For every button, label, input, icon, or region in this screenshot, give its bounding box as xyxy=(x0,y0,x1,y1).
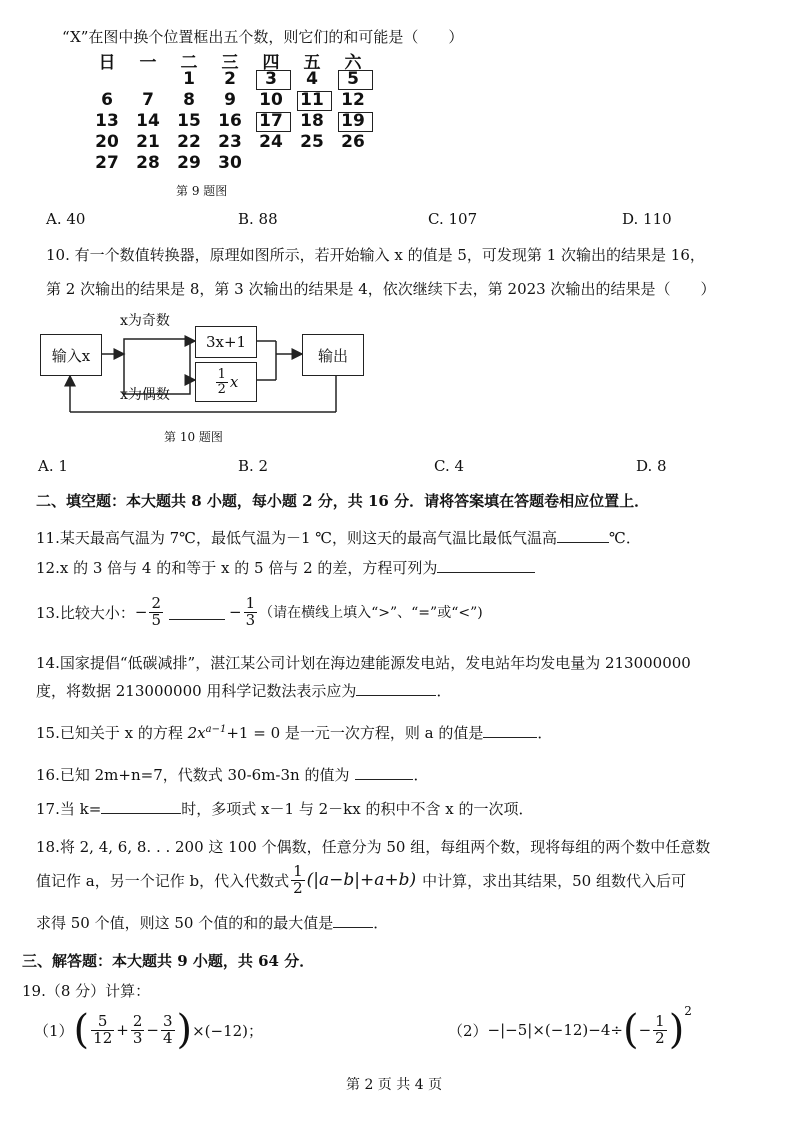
weekday-header: 四 xyxy=(262,53,280,73)
calendar-day: 3 xyxy=(265,69,277,89)
q16 xyxy=(36,764,428,785)
q11-unit: ℃． xyxy=(609,529,641,547)
q10-option-a: A. 1 xyxy=(38,457,68,475)
q14 xyxy=(36,680,451,701)
section-3-heading: 三、解答题：本大题共 9 小题，共 64 分． xyxy=(22,952,315,970)
calendar-day: 28 xyxy=(136,153,160,173)
q13: 13.比较大小： − $\frac{2}{5}$ − $\frac{1}{3}$ （请在横线上填入“>”、“=”或“<”) xyxy=(36,593,483,629)
q11-answer-blank[interactable] xyxy=(557,528,609,543)
calendar-day: 14 xyxy=(136,111,160,131)
q19-p1-den1: 12 xyxy=(93,1028,113,1047)
q18-answer-blank[interactable] xyxy=(333,913,373,928)
q18-expression: (|a−b|+a+b) xyxy=(306,870,417,890)
even-op-denominator: 2 xyxy=(217,381,226,397)
q19-p1-num2: 2 xyxy=(132,1011,143,1030)
q15-expression: 2x xyxy=(187,724,206,742)
x-frame-cell xyxy=(256,112,291,132)
odd-label: x为奇数 xyxy=(120,313,170,329)
calendar-day: 13 xyxy=(95,111,119,131)
q16-end: ． xyxy=(413,766,429,784)
calendar-day: 11 xyxy=(300,90,324,110)
q19-part2: （2） −|−5|×(−12)−4÷ ( − $\frac{1}{2}$ ) $^2$ xyxy=(448,1004,692,1053)
q9-option-d: D. 110 xyxy=(622,210,672,228)
calendar-day: 15 xyxy=(177,111,201,131)
calendar-day: 4 xyxy=(306,69,318,89)
q15-exponent: a−1 xyxy=(205,724,227,735)
calendar-day: 30 xyxy=(218,153,242,173)
q19-p2-den: 2 xyxy=(655,1028,665,1047)
q18-line2 xyxy=(36,858,686,902)
q13-answer-blank[interactable] xyxy=(169,605,225,620)
q19-p1-den2: 3 xyxy=(132,1028,143,1047)
q11-text: 11.某天最高气温为 7℃，最低气温为－1 ℃，则这天的最高气温比最低气温高 xyxy=(36,529,558,547)
q14-line2: 度，将数据 213000000 用科学记数法表示应为 xyxy=(36,682,357,700)
q18-line3-wrap xyxy=(36,912,388,933)
calendar-day: 16 xyxy=(218,111,242,131)
q15-end: ． xyxy=(537,724,553,742)
calendar-day: 27 xyxy=(95,153,119,173)
q15-answer-blank[interactable] xyxy=(483,723,537,738)
weekday-header: 五 xyxy=(303,53,321,73)
q19-part1-label: （1） xyxy=(34,1021,74,1040)
weekday-header: 一 xyxy=(139,53,157,73)
q16-answer-blank[interactable] xyxy=(355,765,413,780)
q18-line1: 18.将 2, 4, 6, 8. . . 200 这 100 个偶数，任意分为 50 组，每组两个数，现将每组的两个数中任意数 xyxy=(36,838,711,856)
calendar-day: 2 xyxy=(224,69,236,89)
q18-line2b: 中计算，求出其结果，50 组数代入后可 xyxy=(422,871,686,890)
q14-end: ． xyxy=(436,682,452,700)
calendar-day: 17 xyxy=(259,111,283,131)
q13-b-numerator: 1 xyxy=(245,593,256,612)
q15-rest: +1 = 0 是一元一次方程，则 a 的值是 xyxy=(226,724,484,742)
even-operation-box xyxy=(195,362,257,402)
q13-a-denominator: 5 xyxy=(151,610,161,629)
calendar-day: 18 xyxy=(300,111,324,131)
q17-answer-blank[interactable] xyxy=(101,799,181,814)
q10-option-b: B. 2 xyxy=(238,457,269,475)
q9-option-a: A. 40 xyxy=(46,210,86,228)
q19-part1: （1） ( $\frac{5}{12}$ + $\frac{2}{3}$ − $\frac{3}{4}$ ) ×(−12)； xyxy=(34,1007,264,1053)
x-frame-cell xyxy=(297,91,332,111)
calendar-day: 26 xyxy=(341,132,365,152)
q19-title: 19.（8 分）计算： xyxy=(22,982,151,1000)
q10-option-c: C. 4 xyxy=(434,457,465,475)
q18-end: ． xyxy=(373,914,389,932)
q17-prefix: 17.当 k= xyxy=(36,800,102,818)
q18-line3: 求得 50 个值，则这 50 个值的和的最大值是 xyxy=(36,914,334,932)
weekday-header: 三 xyxy=(221,53,239,73)
q13-prefix: 13.比较大小： xyxy=(36,603,135,622)
odd-operation-box: 3x+1 xyxy=(195,326,257,358)
q11 xyxy=(36,527,641,548)
q17-text: 时，多项式 x－1 与 2－kx 的积中不含 x 的一次项． xyxy=(181,800,534,818)
q12 xyxy=(36,557,535,578)
calendar-table xyxy=(90,48,380,178)
output-box: 输出 xyxy=(302,334,364,376)
q15 xyxy=(36,722,552,743)
x-frame-cell xyxy=(338,70,373,90)
q19-p1-num3: 3 xyxy=(162,1011,173,1030)
q12-answer-blank[interactable] xyxy=(437,558,535,573)
x-frame-cell xyxy=(256,70,291,90)
q19-p2-num: 1 xyxy=(655,1011,665,1030)
q16-text: 16.已知 2m+n=7，代数式 30-6m-3n 的值为 xyxy=(36,766,350,784)
calendar-day: 20 xyxy=(95,132,119,152)
calendar-day: 19 xyxy=(341,111,365,131)
q9-option-b: B. 88 xyxy=(238,210,278,228)
calendar-day: 7 xyxy=(142,90,154,110)
q19-part2-expr: −|−5|×(−12)−4÷ xyxy=(487,1021,623,1039)
q13-hint: （请在横线上填入“>”、“=”或“<”) xyxy=(259,605,483,621)
calendar-day: 12 xyxy=(341,90,365,110)
q9-caption: 第 9 题图 xyxy=(176,184,228,198)
q9-stem: “X”在图中换个位置框出五个数，则它们的和可能是（ ） xyxy=(62,28,464,46)
q19-part2-label: （2） xyxy=(448,1021,488,1040)
calendar-day: 6 xyxy=(101,90,113,110)
converter-diagram xyxy=(40,308,380,423)
q19-p2-exponent: 2 xyxy=(684,1004,692,1018)
q19-p1-num1: 5 xyxy=(91,1014,114,1031)
calendar-day: 8 xyxy=(183,90,195,110)
q17 xyxy=(36,798,533,819)
q15-prefix: 15.已知关于 x 的方程 xyxy=(36,724,183,742)
calendar-day: 29 xyxy=(177,153,201,173)
page-footer: 第 2 页 共 4 页 xyxy=(346,1077,443,1093)
q10-line2: 第 2 次输出的结果是 8，第 3 次输出的结果是 4，依次继续下去，第 2023 次输出的结果是（ ） xyxy=(46,280,716,298)
q13-a-numerator: 2 xyxy=(151,593,161,612)
weekday-header: 二 xyxy=(180,53,198,73)
even-op-numerator: 1 xyxy=(217,366,226,382)
calendar-day: 24 xyxy=(259,132,283,152)
calendar-day: 1 xyxy=(183,69,195,89)
q10-line1: 10. 有一个数值转换器，原理如图所示，若开始输入 x 的值是 5，可发现第 1 次输出的结果是 16， xyxy=(46,246,705,264)
q10-caption: 第 10 题图 xyxy=(164,430,223,444)
q10-option-d: D. 8 xyxy=(636,457,667,475)
weekday-header: 六 xyxy=(344,53,362,73)
q18-frac-numerator: 1 xyxy=(293,861,303,880)
calendar-day: 23 xyxy=(218,132,242,152)
q19-p1-den3: 4 xyxy=(162,1028,173,1047)
calendar-day: 10 xyxy=(259,90,283,110)
q19-part1-tail: ×(−12)； xyxy=(192,1021,264,1040)
calendar-day: 9 xyxy=(224,90,236,110)
calendar-day: 21 xyxy=(136,132,160,152)
q14-answer-blank[interactable] xyxy=(356,681,436,696)
input-box: 输入x xyxy=(40,334,102,376)
calendar-day: 22 xyxy=(177,132,201,152)
section-2-heading: 二、填空题：本大题共 8 小题，每小题 2 分，共 16 分．请将答案填在答题卷相应位置上． xyxy=(36,492,650,510)
q9-option-c: C. 107 xyxy=(428,210,478,228)
q14-line1: 14.国家提倡“低碳减排”，湛江某公司计划在海边建能源发电站，发电站年均发电量为 213000000 xyxy=(36,654,691,672)
q12-text: 12.x 的 3 倍与 4 的和等于 x 的 5 倍与 2 的差，方程可列为 xyxy=(36,559,438,577)
q18-frac-denominator: 2 xyxy=(293,878,303,897)
q18-line2a: 值记作 a，另一个记作 b，代入代数式 xyxy=(36,871,290,890)
x-frame-cell xyxy=(338,112,373,132)
even-label: x为偶数 xyxy=(120,387,170,403)
calendar-day: 5 xyxy=(347,69,359,89)
even-op-variable: x xyxy=(229,373,239,391)
calendar-day: 25 xyxy=(300,132,324,152)
q13-b-denominator: 3 xyxy=(245,610,256,629)
weekday-header: 日 xyxy=(98,53,116,73)
